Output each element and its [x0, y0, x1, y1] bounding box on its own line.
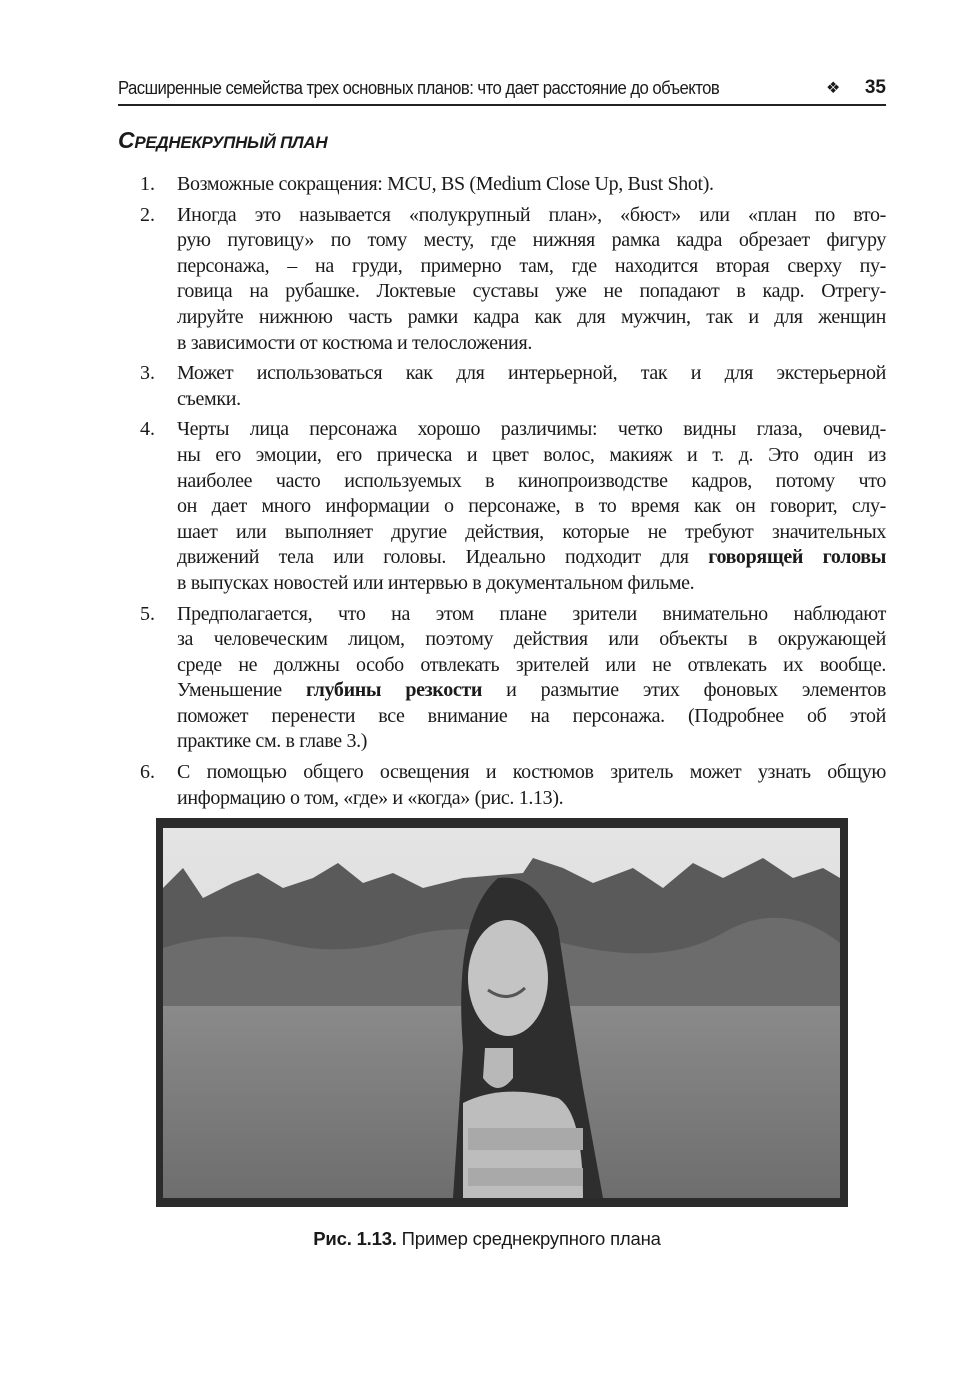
- text-line: [177, 627, 886, 653]
- text-segment: в выпусках новостей или интервью в документальном фильме.: [177, 571, 695, 594]
- section-title-cap: С: [118, 127, 135, 153]
- text-line: [177, 729, 886, 755]
- text-line: [177, 254, 886, 280]
- list-item: [140, 172, 886, 198]
- list-item: [140, 203, 886, 357]
- caption-text: Пример среднекрупного плана: [396, 1228, 661, 1249]
- text-segment: С помощью общего освещения и костюмов зритель может узнать общую: [177, 761, 886, 784]
- list-item: [140, 760, 886, 811]
- figure-photo: [156, 818, 848, 1207]
- text-segment: рую пуговицу» по тому месту, где нижняя рамка кадра обрезает фигуру: [177, 229, 886, 252]
- text-segment: среде не должны особо отвлекать зрителей или не отвлекать их вообще.: [177, 653, 886, 676]
- text-segment: Иногда это называется «полукрупный план», «бюст» или «план по вто-: [177, 203, 886, 226]
- text-line: [177, 520, 886, 546]
- caption-label: Рис. 1.13.: [313, 1228, 397, 1249]
- list-item-number: 4.: [140, 418, 155, 441]
- text-segment: говица на рубашке. Локтевые суставы уже не попадают в кадр. Отрегу-: [177, 280, 886, 303]
- list-item-number: 5.: [140, 602, 155, 625]
- text-segment: ны его эмоции, его прическа и цвет волос, макияж и т. д. Это один из: [177, 443, 886, 466]
- section-title: [118, 127, 327, 154]
- text-line: [177, 494, 886, 520]
- text-line: [177, 469, 886, 495]
- text-line: [177, 172, 886, 198]
- list-item-number: 6.: [140, 761, 155, 784]
- section-title-rest: РЕДНЕКРУПНЫЙ ПЛАН: [134, 133, 328, 152]
- text-segment: Предполагается, что на этом плане зрители внимательно наблюдают: [177, 602, 886, 625]
- text-segment: он дает много информации о персонаже, в то время как он говорит, слу-: [177, 495, 886, 518]
- text-segment: поможет перенести все внимание на персонажа. (Подробнее об этой: [177, 704, 886, 727]
- text-segment: шает или выполняет другие действия, которые не требуют значительных: [177, 520, 886, 543]
- running-head: [118, 76, 886, 106]
- figure-caption: [0, 1228, 974, 1250]
- text-line: [177, 203, 886, 229]
- text-line: [177, 417, 886, 443]
- text-segment: Возможные сокращения: MCU, BS (Medium Close Up, Bust Shot).: [177, 173, 714, 195]
- text-line: [177, 571, 886, 597]
- text-segment: Уменьшение: [177, 679, 306, 702]
- text-line: [177, 331, 886, 357]
- list-item-number: 3.: [140, 362, 155, 385]
- text-segment: съемки.: [177, 387, 241, 410]
- text-line: [177, 279, 886, 305]
- text-line: [177, 760, 886, 786]
- text-segment: лируйте нижнюю часть рамки кадра как для мужчин, так и для женщин: [177, 305, 886, 328]
- list-item-number: 1.: [140, 173, 155, 195]
- list-item: [140, 361, 886, 412]
- text-segment: Черты лица персонажа хорошо различимы: четко видны глаза, очевид-: [177, 418, 886, 441]
- text-line: [177, 387, 886, 413]
- text-line: [177, 602, 886, 628]
- text-segment: в зависимости от костюма и телосложения.: [177, 331, 532, 354]
- running-head-title: Расширенные семейства трех основных планов: что дает расстояние до объектов: [118, 78, 720, 98]
- text-line: [177, 704, 886, 730]
- text-segment: движений тела или головы. Идеально подходит для: [177, 546, 709, 569]
- text-segment: наиболее часто используемых в кинопроизводстве кадров, потому что: [177, 469, 886, 492]
- text-line: [177, 786, 886, 812]
- photo-woman-in-field: [163, 828, 840, 1198]
- bold-term: говорящей головы: [708, 546, 886, 569]
- text-line: [177, 228, 886, 254]
- text-segment: Может использоваться как для интерьерной, так и для экстерьерной: [177, 362, 886, 385]
- text-segment: и размытие этих фоновых элементов: [482, 679, 886, 702]
- text-segment: информацию о том, «где» и «когда» (рис. 1.13).: [177, 786, 564, 809]
- page-number: 35: [864, 77, 886, 98]
- text-segment: практике см. в главе 3.): [177, 730, 368, 753]
- list-item: [140, 602, 886, 756]
- text-line: [177, 361, 886, 387]
- list-item: [140, 417, 886, 596]
- ornament-icon: ❖: [826, 80, 841, 97]
- numbered-list: [140, 172, 886, 816]
- text-line: [177, 545, 886, 571]
- text-line: [177, 305, 886, 331]
- text-line: [177, 443, 886, 469]
- text-segment: за человеческим лицом, поэтому действия или объекты в окружающей: [177, 628, 886, 651]
- list-item-number: 2.: [140, 203, 155, 226]
- bold-term: глубины резкости: [305, 679, 483, 702]
- text-segment: персонажа, – на груди, примерно там, где находится вторая сверху пу-: [177, 254, 886, 277]
- text-line: [177, 653, 886, 679]
- text-line: [177, 678, 886, 704]
